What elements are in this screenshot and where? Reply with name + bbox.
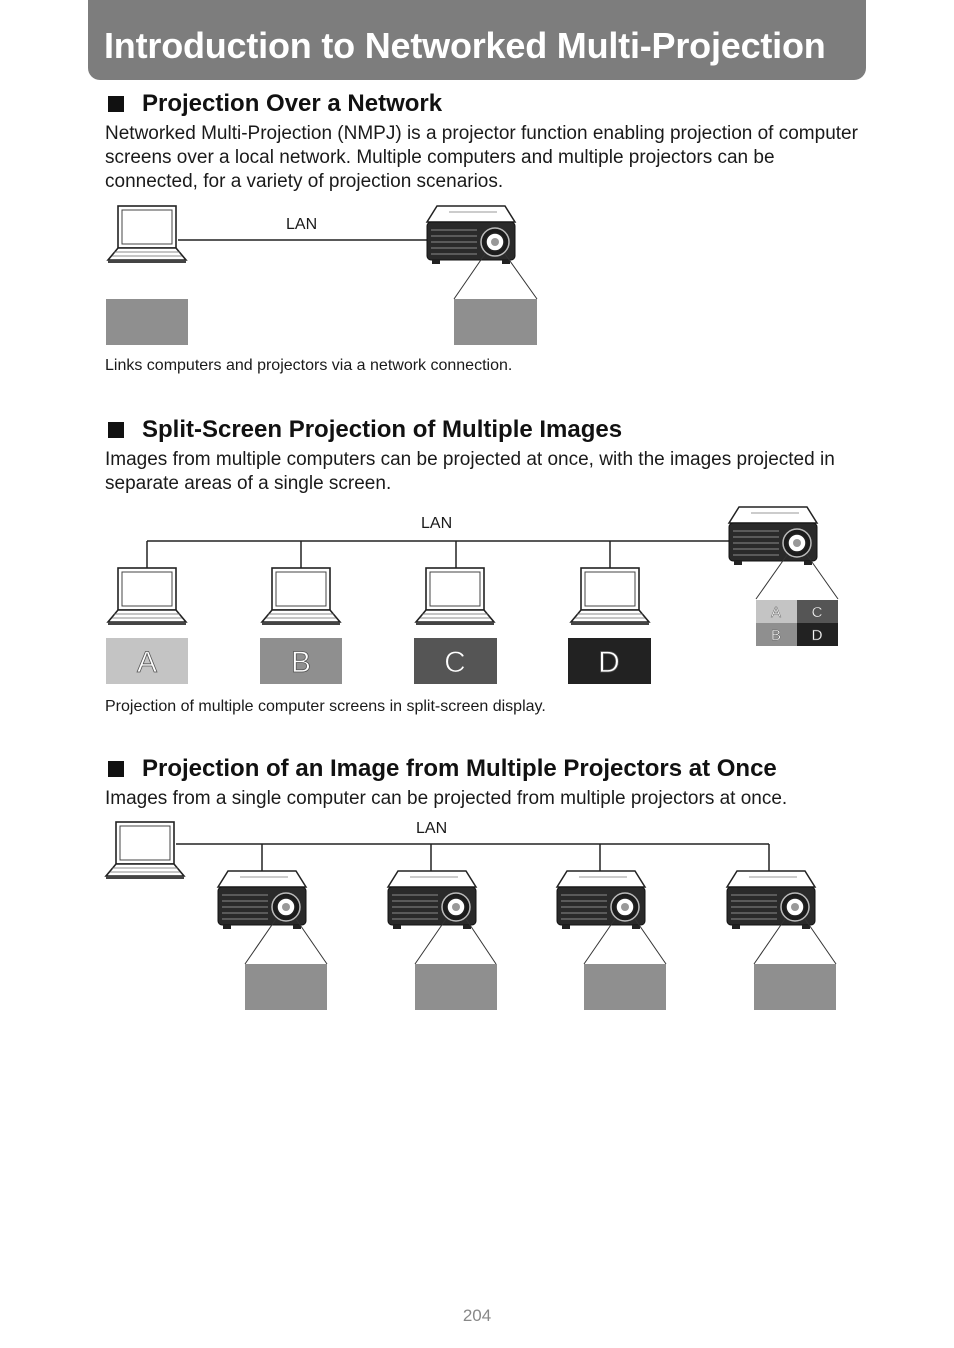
projected-screen-image xyxy=(245,964,327,1010)
projector-icon xyxy=(218,871,306,929)
projected-screen-image xyxy=(584,964,666,1010)
figure-caption: Links computers and projectors via a network connection. xyxy=(105,357,513,374)
section-heading-projection-over-network xyxy=(108,90,442,118)
bullet-square-icon xyxy=(108,422,124,438)
split-quadrant-label: A xyxy=(770,604,782,621)
screen-tile-label: A xyxy=(136,646,158,679)
bullet-square-icon xyxy=(108,96,124,112)
projector-icon xyxy=(729,507,817,565)
projection-beam xyxy=(505,254,537,299)
laptop-icon xyxy=(108,206,186,263)
page-number: 204 xyxy=(462,1306,492,1325)
bullet-square-icon xyxy=(108,761,124,777)
section-title: Projection Over a Network xyxy=(142,90,443,117)
section-heading-split-screen xyxy=(108,416,622,444)
split-screen-diagram xyxy=(0,500,954,690)
screen-tile-label: C xyxy=(444,646,466,679)
split-quadrant-label: C xyxy=(811,604,823,621)
section-body: Networked Multi-Projection (NMPJ) is a projector function enabling projection of computer screens over a local network. Multiple computers and multiple projectors can be connected, for a variety of projection scenarios. xyxy=(105,123,858,192)
page-title: Introduction to Networked Multi-Projection xyxy=(104,25,826,66)
projector-icon xyxy=(427,206,515,264)
split-quadrant-label: B xyxy=(770,627,782,644)
projection-beam xyxy=(454,254,485,299)
title-banner xyxy=(88,0,866,80)
network-diagram xyxy=(0,200,954,350)
projection-beam xyxy=(756,555,787,599)
section-body: Images from multiple computers can be projected at once, with the images projected in separate areas of a single screen. xyxy=(105,449,835,494)
laptop-icon xyxy=(262,568,340,625)
split-quadrant-label: D xyxy=(811,627,823,644)
computer-screen-image xyxy=(106,299,188,345)
projected-screen-image xyxy=(454,299,537,345)
lan-label: LAN xyxy=(416,820,448,837)
section-title: Split-Screen Projection of Multiple Images xyxy=(142,416,623,443)
projector-icon xyxy=(557,871,645,929)
projection-beam xyxy=(807,555,838,599)
lan-label: LAN xyxy=(421,515,453,532)
section-title: Projection of an Image from Multiple Projectors at Once xyxy=(142,755,777,782)
projector-icon xyxy=(727,871,815,929)
screen-tile-label: D xyxy=(598,646,620,679)
laptop-icon xyxy=(106,822,184,879)
laptop-icon xyxy=(416,568,494,625)
section-heading-multiple-projectors xyxy=(108,755,777,783)
projector-icon xyxy=(388,871,476,929)
projected-screen-image xyxy=(415,964,497,1010)
laptop-icon xyxy=(108,568,186,625)
figure-caption: Projection of multiple computer screens in split-screen display. xyxy=(105,698,546,715)
lan-label: LAN xyxy=(286,216,318,233)
screen-tile-label: B xyxy=(290,646,312,679)
laptop-icon xyxy=(571,568,649,625)
projected-screen-image xyxy=(754,964,836,1010)
multi-projector-diagram xyxy=(0,815,954,1015)
section-body: Images from a single computer can be projected from multiple projectors at once. xyxy=(105,788,788,809)
